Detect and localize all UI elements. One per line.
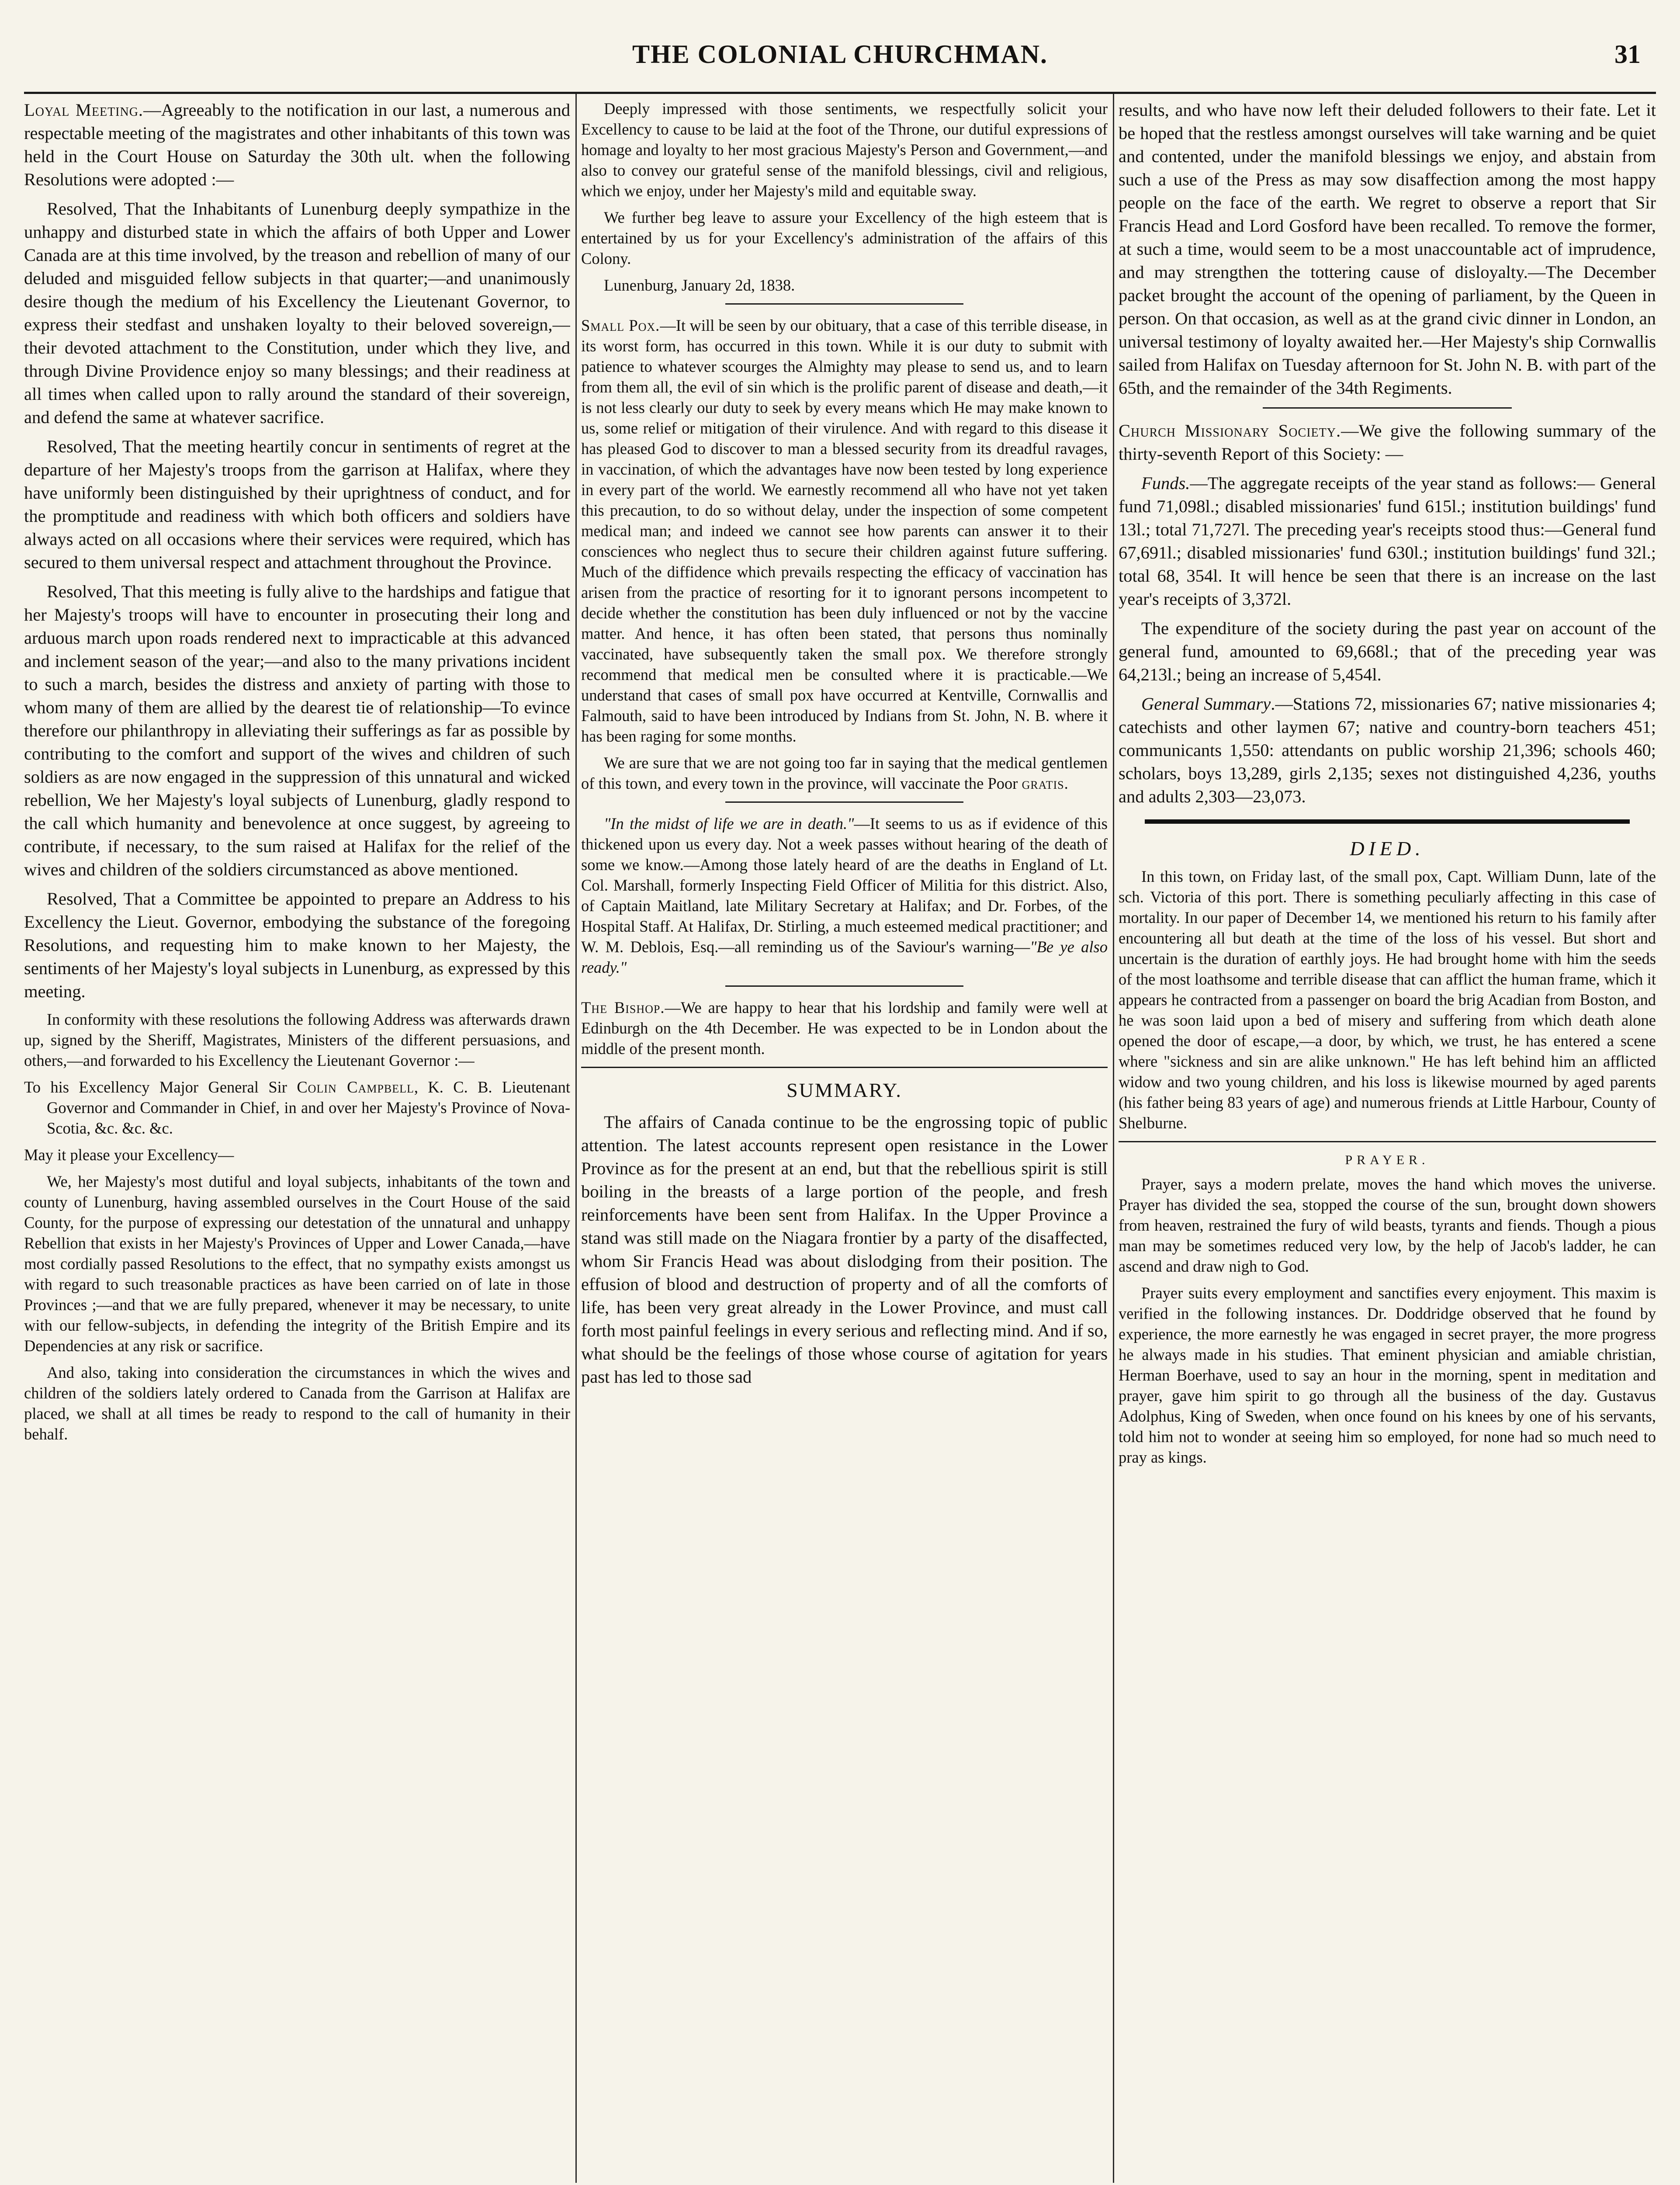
prayer-paragraph: Prayer, says a modern prelate, moves the hand which moves the universe. Prayer has divided the sea, stopped the course of the sun, brought down showers from heaven, restrained the fury of wild beasts, tyrants and fiends. Though a pious man may be sometimes reduced very low, by the help of Jacob's ladder, he can ascend and draw nigh to God. [1119,1175,1656,1275]
article-heading: The Bishop. [581,999,665,1016]
small-pox-article-continued: We are sure that we are not going too far in saying that the medical gentlemen of this town, and every town in the province, will vaccinate the Poor gratis. [581,754,1108,792]
prayer-heading: PRAYER. [1345,1153,1430,1167]
address-paragraph: Deeply impressed with those sentiments, we respectfully solicit your Excellency to cause to be laid at the foot of the Throne, our dutiful expressions of homage and loyalty to her most gracious Majesty's Person and Government,—and also to convey our grateful sense of the manifold blessings, civil and religious, which we enjoy, under her Majesty's mild and equitable sway. [581,100,1108,200]
section-rule [725,303,963,305]
section-rule [1263,407,1512,409]
died-heading: DIED. [1350,837,1425,860]
article-heading: Loyal Meeting. [24,100,144,120]
address-recipient: To his Excellency Major General Sir Colin Campbell, K. C. B. Lieutenant Governor and Commander in Chief, in and over her Majesty's Province of Nova-Scotia, &c. &c. &c. [24,1078,570,1137]
summary-heading: SUMMARY. [786,1079,902,1101]
resolution-paragraph: Resolved, That the Inhabitants of Lunenburg deeply sympathize in the unhappy and disturbed state in which the affairs of both Upper and Lower Canada are at this time involved, by the treason and rebellion of many of our deluded and misguided fellow subjects in that quarter;—and unanimously desire though the medium of his Excellency the Lieutenant Governor, to express their stedfast and unshaken loyalty to their beloved sovereign,—their devoted attachment to the Constitution, under which they live, and through Divine Providence enjoy so many blessings; and their readiness at all times when called upon to rally around the standard of their sovereign, and defend the same at whatever sacrifice. [24,199,570,427]
resolution-paragraph: Resolved, That this meeting is fully alive to the hardships and fatigue that her Majesty's troops will have to encounter in prosecuting their long and arduous march upon roads rendered next to impracticable at this advanced and inclement season of the year;—and also to the many privations incident to such a march, besides the distress and anxiety of parting with those to whom many of them are allied by the dearest tie of relationship—To evince therefore our philanthropy in alleviating their sufferings as far as possible by contributing to the comfort and support of the wives and children of such soldiers as are now engaged in the suppression of this unnatural and wicked rebellion, We her Majesty's loyal subjects of Lunenburg, gladly respond to the call which humanity and benevolence at once suggest, by agreeing to contribute, if necessary, to the sum raised at Halifax for the relief of the wives and children of the soldiers circumstanced as above mentioned. [24,582,570,879]
midst-of-life-article: "In the midst of life we are in death."—It seems to us as if evidence of this thickened upon us every day. Not a week passes without hearing of the death of some we know.—Among those lately heard of are the deaths in England of Lt. Col. Marshall, formerly Inspecting Field Officer of Militia for this district. Also, of Captain Maitland, late Military Secretary at Halifax; and Dr. Forbes, of the Hospital Staff. At Halifax, Dr. Stirling, a much esteemed medical practitioner; and W. M. Deblois, Esq.—all reminding us of the Saviour's warning—"Be ye also ready." [581,815,1108,976]
column-divider [1113,94,1114,2183]
article-heading: Church Missionary Society. [1119,421,1341,440]
column-divider [575,94,577,2183]
expenditure-paragraph: The expenditure of the society during the past year on account of the general fund, amounted to 69,668l.; that of the preceding year was 64,213l.; being an increase of 5,454l. [1119,618,1656,684]
recipient-name: Colin Campbell [297,1078,414,1096]
address-paragraph: And also, taking into consideration the circumstances in which the wives and children of the soldiers lately ordered to Canada from the Garrison at Halifax are placed, we shall at all times be ready to respond to the call of humanity in their behalf. [24,1363,570,1443]
small-pox-article: Small Pox.—It will be seen by our obituary, that a case of this terrible disease, in its worst form, has occurred in this town. While it is our duty to submit with patience to whatever scourges the Almighty may please to send us, and to learn from them all, the evil of sin which is the prolific parent of disease and death,—it is not less clearly our duty to seek by every means which He may make known to us, some relief or mitigation of their virulence. And with regard to this disease it has pleased God to discover to man a blessed security from its dreadful ravages, in vaccination, of which the advantages have now been tested by long experience in every part of the world. We earnestly recommend all who have not yet taken this precaution, to do so without delay, under the inspection of some competent medical man; and indeed we cannot see how parents can answer it to their consciences who neglect thus to secure their children against future suffering. Much of the diffidence which prevails respecting the efficacy of vaccination has arisen from the practice of resorting for it to ignorant persons incompetent to decide whether the constitution has been duly influenced or not by the vaccine matter. And hence, it has often been stated, that persons thus nominally vaccinated, have subsequently taken the small pox. We therefore strongly recommend that medical men be consulted where it is practicable.—We understand that cases of small pox have occurred at Kentville, Cornwallis and Falmouth, said to have been introduced by Indians from St. John, N. B. where it has been raging for some months. [581,316,1108,745]
thick-rule [1145,819,1630,824]
article-text: —Agreeably to the notification in our last, a numerous and respectable meeting of the magistrates and other inhabitants of this town was held in the Court House on Saturday the 30th ult. when the following Resolutions were adopted :— [24,100,570,189]
bishop-article: The Bishop.—We are happy to hear that his lordship and family were well at Edinburgh on the 4th December. He was expected to be in London about the middle of the present month. [581,999,1108,1058]
general-summary-paragraph: General Summary.—Stations 72, missionaries 67; native missionaries 4; catechists and other laymen 67; native and country-born teachers 451; communicants 1,550: attendants on public worship 21,396; schools 460; scholars, boys 13,289, girls 2,135; sexes not distinguished 4,236, youths and adults 2,303—23,073. [1119,694,1656,806]
summary-paragraph-continued: results, and who have now left their deluded followers to their fate. Let it be hoped that the restless amongst ourselves will take warning and be quiet and contented, under the manifold blessings we enjoy, and abstain from such a use of the Press as may sow disaffection among the most happy people on the face of the earth. We regret to observe a report that Sir Francis Head and Lord Gosford have been recalled. To remove the former, at such a time, would seem to be a most unaccountable act of imprudence, and may strengthen the tottering cause of disloyalty.—The December packet brought the account of the opening of parliament, by the Queen in person. On that occasion, as well as at the grand civic dinner in London, an universal testimony of loyalty awaited her.—Her Majesty's ship Cornwallis sailed from Halifax on Tuesday afternoon for St. John N. B. with part of the 65th, and the remainder of the 34th Regiments. [1119,100,1656,398]
salutation: May it please your Excellency— [24,1146,234,1164]
loyal-meeting-article [24,98,570,191]
section-rule [725,801,963,803]
column-3 [1119,98,1656,2178]
church-missionary-article: Church Missionary Society.—We give the following summary of the thirty-seventh Report of this Society: — [1119,421,1656,464]
column-2 [581,98,1108,2178]
header-rule [24,92,1656,94]
conformity-paragraph: In conformity with these resolutions the following Address was afterwards drawn up, signed by the Sheriff, Magistrates, Ministers of the different persuasions, and others,—and forwarded to his Excellency the Lieutenant Governor :— [24,1010,570,1069]
address-paragraph: We, her Majesty's most dutiful and loyal subjects, inhabitants of the town and county of Lunenburg, having assembled ourselves in the Court House of the said County, for the purpose of expressing our detestation of the unnatural and unhappy Rebellion that exists in her Majesty's Provinces of Upper and Lower Canada,—have most cordially passed Resolutions to the effect, that no sympathy exists amongst us with regard to such treasonable practices as have been carried on of late in those Provinces ;—and that we are fully prepared, whenever it may be necessary, to unite with our fellow-subjects, in defending the integrity of the British Empire and its Dependencies at any risk or sacrifice. [24,1172,570,1355]
address-paragraph: We further beg leave to assure your Excellency of the high esteem that is entertained by us for your Excellency's administration of the affairs of this Colony. [581,208,1108,267]
address-dateline: Lunenburg, January 2d, 1838. [604,276,795,294]
prayer-paragraph: Prayer suits every employment and sanctifies every enjoyment. This maxim is verified in the following instances. Dr. Doddridge observed that he found by experience, the more earnestly he was engaged in secret prayer, the more progress he always made in his studies. That eminent physician and amiable christian, Herman Boerhave, used to say an hour in the morning, spent in meditation and prayer, gave him spirit to go through all the business of the day. Gustavus Adolphus, King of Sweden, when once found on his knees by one of his servants, told him not to wonder at seeing him so employed, for none had so much need to pray as kings. [1119,1284,1656,1466]
resolution-paragraph: Resolved, That the meeting heartily concur in sentiments of regret at the departure of her Majesty's troops from the garrison at Halifax, where they have uniformly been distinguished by their uprightness of conduct, and for the promptitude and readiness with which both officers and soldiers have always acted on all occasions where their services were required, which has secured to them universal respect and attachment throughout the Province. [24,437,570,572]
masthead-title: THE COLONIAL CHURCHMAN. [632,40,1048,69]
summary-paragraph: The affairs of Canada continue to be the engrossing topic of public attention. The latest accounts represent open resistance in the Lower Province as for the present at an end, but that the rebellious spirit is still boiling in the breasts of a large portion of the people, and fresh reinforcements have been sent from Halifax. In the Upper Province a stand was still made on the Niagara frontier by a party of the disaffected, whom Sir Francis Head was about dislodging from their position. The effusion of blood and destruction of property and of all the comforts of life, has been very great already in the Lower Province, and must call forth most painful feelings in every serious and reflecting mind. And if so, what should be the feelings of those whose course of agitation for years past has led to those sad [581,1112,1108,1387]
section-rule [581,1067,1108,1068]
obituary-paragraph: In this town, on Friday last, of the small pox, Capt. William Dunn, late of the sch. Victoria of this port. There is something peculiarly affecting in this case of mortality. In our paper of December 14, we mentioned his return to his family after encountering all but death at the time of the loss of his vessel. But short and uncertain is the duration of earthly joys. He had brought home with him the seeds of the most loathsome and terrible disease that can afflict the human frame, which it appears he contracted from a passenger on board the brig Acadian from Boston, and he was soon laid upon a bed of misery and suffering from which death alone opened the door of escape,—a door, by which, we trust, he has entered a scene where "sickness and sin are alike unknown." He has left behind him an afflicted widow and two young children, and his loss is likewise mourned by aged parents (his father being 83 years of age) and numerous friends at Little Harbour, County of Shelburne. [1119,867,1656,1132]
page-number: 31 [1614,40,1641,69]
column-1 [24,98,570,2178]
section-rule [725,985,963,987]
article-heading: Small Pox. [581,316,660,334]
funds-paragraph: Funds.—The aggregate receipts of the year stand as follows:— General fund 71,098l.; disabled missionaries' fund 615l.; institution buildings' fund 13l.; total 71,727l. The preceding year's receipts stood thus:—General fund 67,691l.; disabled missionaries' fund 630l.; institution buildings' fund 32l.; total 68, 354l. It will hence be seen that there is an increase on the last year's receipts of 3,372l. [1119,473,1656,609]
section-rule [1119,1141,1656,1142]
running-head [0,39,1680,79]
resolution-paragraph: Resolved, That a Committee be appointed to prepare an Address to his Excellency the Lieut. Governor, embodying the substance of the foregoing Resolutions, and requesting him to make known to her Majesty, the sentiments of her Majesty's loyal subjects in Lunenburg, as expressed by this meeting. [24,889,570,1001]
